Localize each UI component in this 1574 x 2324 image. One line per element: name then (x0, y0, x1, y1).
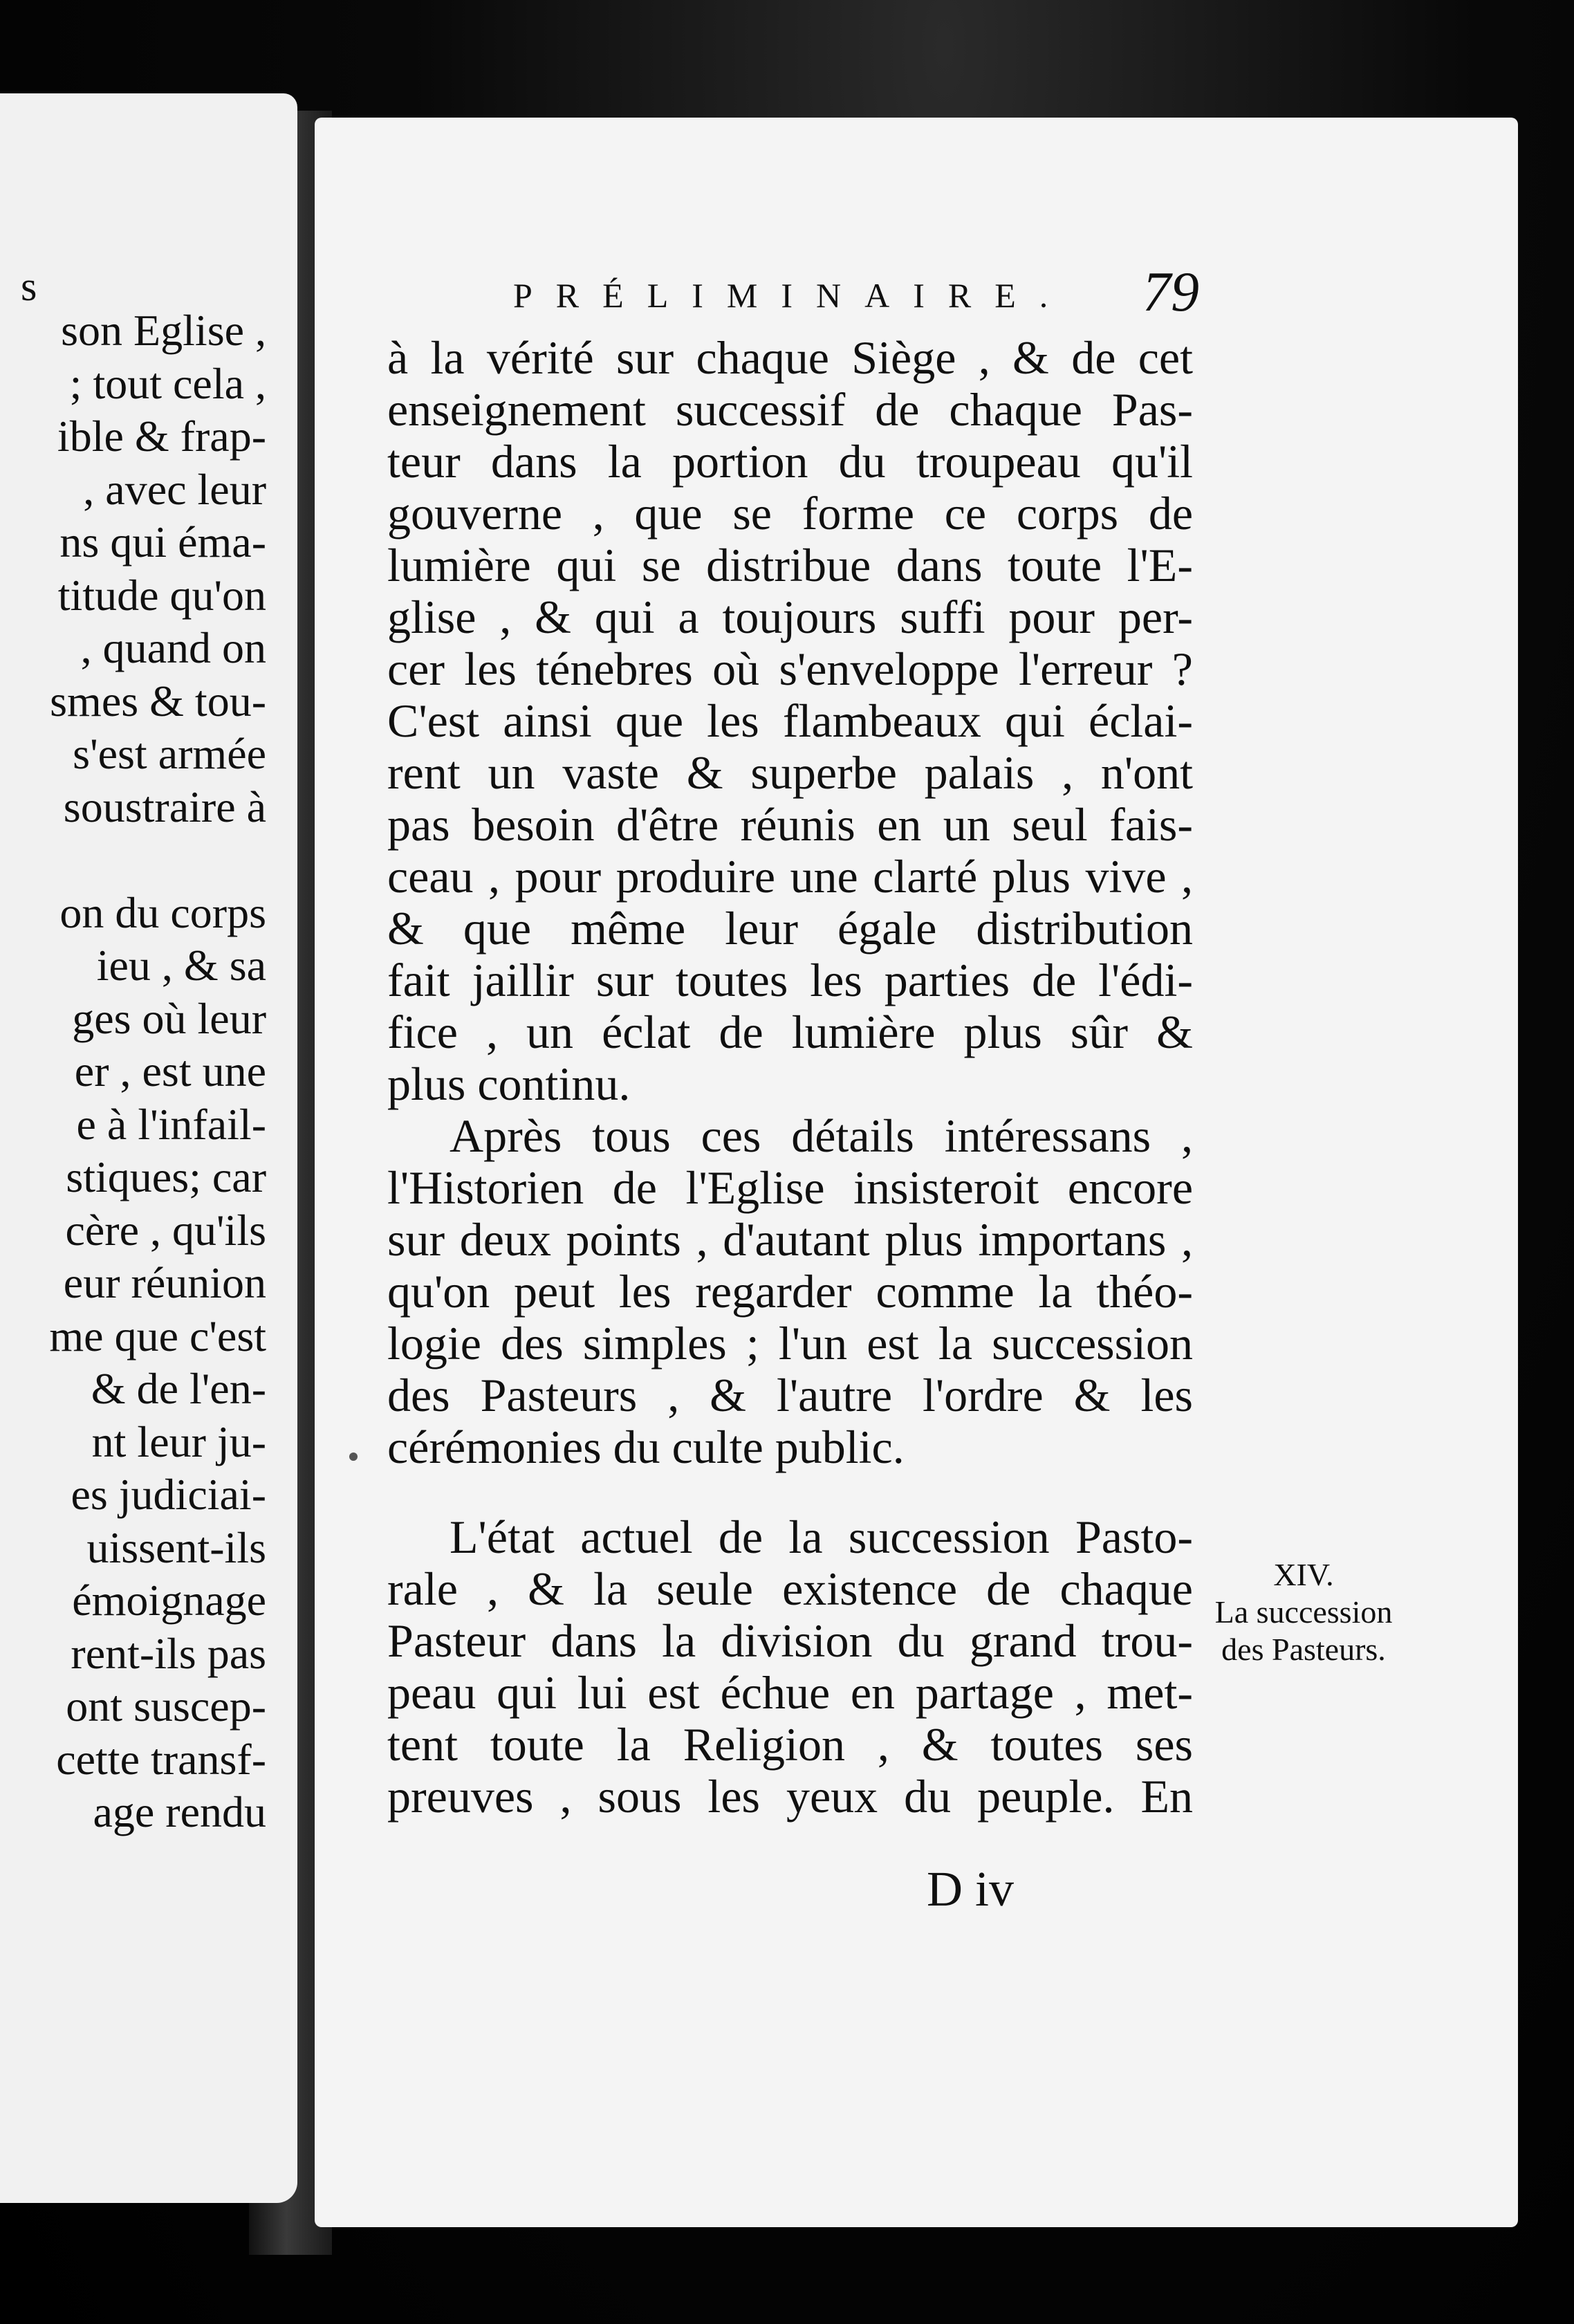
text-line: ont suscep- (66, 1681, 266, 1731)
text-line: qu'on peut les regarder comme la théo- (387, 1265, 1193, 1318)
margin-note (1200, 1556, 1407, 1668)
text-line: fice , un éclat de lumière plus sûr & (387, 1006, 1193, 1058)
text-line: Après tous ces détails intéressans , (450, 1109, 1193, 1162)
text-line: & que même leur égale distribution (387, 902, 1193, 954)
text-line: cérémonies du culte public. (387, 1421, 905, 1473)
text-line: cer les ténebres où s'enveloppe l'erreur ? (387, 643, 1193, 695)
text-line: s'est armée (73, 729, 266, 778)
text-line: ges où leur (72, 993, 266, 1043)
text-line: , quand on (80, 623, 266, 672)
text-line: ceau , pour produire une clarté plus vive , (387, 850, 1193, 903)
running-head: PRÉLIMINAIRE. (513, 276, 1072, 315)
text-line: tent toute la Religion , & toutes ses (387, 1718, 1193, 1771)
text-line: cette transf- (56, 1734, 266, 1784)
left-page-text (49, 304, 266, 1839)
text-line: soustraire à (63, 782, 266, 831)
text-line: age rendu (93, 1787, 266, 1836)
text-line: ible & frap- (57, 412, 266, 461)
text-line: & de l'en- (91, 1364, 266, 1413)
paragraph-1 (387, 332, 1193, 1110)
text-line: à la vérité sur chaque Siège , & de cet (387, 331, 1193, 384)
text-line: uissent-ils (86, 1522, 266, 1572)
text-line: titude qu'on (57, 570, 266, 620)
text-line: sur deux points , d'autant plus importans , (387, 1213, 1193, 1266)
paragraph-2 (387, 1110, 1193, 1473)
text-line: ; tout cela , (69, 358, 266, 408)
text-line: Pasteur dans la division du grand trou- (387, 1614, 1193, 1667)
text-line: rale , & la seule existence de chaque (387, 1562, 1193, 1615)
text-line: ieu , & sa (96, 941, 266, 990)
text-line: eur réunion (63, 1258, 266, 1307)
text-line: son Eglise , (61, 306, 266, 355)
text-line: enseignement successif de chaque Pas- (387, 383, 1193, 436)
text-line: lumière qui se distribue dans toute l'E- (387, 539, 1193, 591)
margin-note-line: La succession (1214, 1594, 1393, 1630)
text-line: rent-ils pas (71, 1628, 266, 1678)
body-text (387, 332, 1193, 1823)
text-line: plus continu. (387, 1058, 631, 1110)
text-line: l'Historien de l'Eglise insisteroit encore (387, 1161, 1193, 1214)
text-line (49, 833, 266, 887)
text-line: stiques; car (66, 1152, 266, 1201)
text-line: preuves , sous les yeux du peuple. En (387, 1770, 1193, 1823)
text-line: C'est ainsi que les flambeaux qui éclai- (387, 694, 1193, 747)
paragraph-3 (387, 1511, 1193, 1823)
ink-spot (349, 1452, 358, 1461)
text-line: glise , & qui a toujours suffi pour per- (387, 591, 1193, 643)
text-line: gouverne , que se forme ce corps de (387, 487, 1193, 540)
text-line: émoignage (72, 1576, 266, 1625)
text-line: logie des simples ; l'un est la succession (387, 1317, 1193, 1370)
text-line: rent un vaste & superbe palais , n'ont (387, 746, 1193, 799)
text-line: pas besoin d'être réunis en un seul fais- (387, 798, 1193, 851)
text-line: cère , qu'ils (65, 1205, 266, 1255)
text-line: fait jaillir sur toutes les parties de l'édi- (387, 954, 1193, 1006)
page-number: 79 (1142, 260, 1199, 323)
text-line: teur dans la portion du troupeau qu'il (387, 435, 1193, 488)
left-running-head: s (21, 264, 43, 309)
left-facing-page (0, 93, 297, 2203)
text-line: L'état actuel de la succession Pasto- (450, 1511, 1193, 1563)
text-line: nt leur ju- (91, 1417, 266, 1466)
catchword: D iv (927, 1861, 1014, 1917)
text-line: peau qui lui est échue en partage , met- (387, 1666, 1193, 1719)
text-line: er , est une (74, 1046, 266, 1096)
text-line: on du corps (59, 887, 266, 937)
text-line: e à l'infail- (76, 1099, 266, 1149)
text-line: me que c'est (49, 1311, 266, 1361)
margin-note-line: des Pasteurs. (1221, 1632, 1386, 1667)
text-line: smes & tou- (50, 676, 266, 726)
text-line: es judiciai- (71, 1470, 266, 1519)
margin-note-line: XIV. (1273, 1557, 1334, 1592)
text-line: , avec leur (83, 464, 266, 514)
text-line: ns qui éma- (59, 517, 266, 566)
text-line: des Pasteurs , & l'autre l'ordre & les (387, 1369, 1193, 1421)
